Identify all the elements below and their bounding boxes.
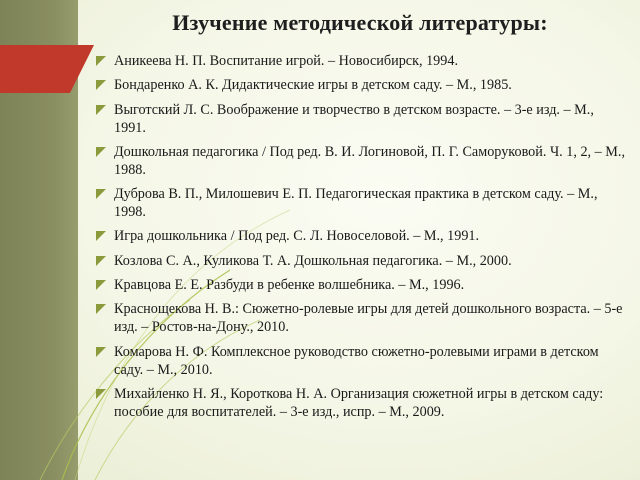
reference-text: Аникеева Н. П. Воспитание игрой. – Новосибирск, 1994.: [114, 53, 459, 69]
list-item: [96, 252, 626, 270]
reference-text: Козлова С. А., Куликова Т. А. Дошкольная педагогика. – М., 2000.: [114, 252, 512, 269]
reference-text: Выготский Л. С. Воображение и творчество в детском возрасте. – 3-е изд. – М., 1991.: [114, 101, 594, 136]
list-item: [96, 76, 626, 94]
reference-text: Бондаренко А. К. Дидактические игры в детском саду. – М., 1985.: [114, 77, 512, 94]
reference-text: Краснощекова Н. В.: Сюжетно-ролевые игры для детей дошкольного возраста. – 5-е изд. – Ростов-на-Дону., 2010.: [114, 301, 623, 336]
reference-text: Дуброва В. П., Милошевич Е. П. Педагогическая практика в детском саду. – М., 1998.: [114, 186, 598, 221]
red-accent-shape: [0, 45, 94, 93]
list-item: [96, 143, 626, 179]
list-item: [96, 385, 626, 421]
reference-text: Дошкольная педагогика / Под ред. В. И. Логиновой, П. Г. Саморуковой. Ч. 1, 2, – М., 1988.: [114, 143, 625, 178]
triangle-arrow-icon: [96, 256, 106, 266]
list-item: [96, 52, 626, 70]
reference-text: Кравцова Е. Е. Разбуди в ребенке волшебника. – М., 1996.: [114, 277, 465, 294]
list-item: [96, 343, 626, 379]
triangle-arrow-icon: [96, 105, 106, 115]
reference-text: Комарова Н. Ф. Комплексное руководство сюжетно-ролевыми играми в детском саду. – М., 2010.: [114, 343, 599, 378]
list-item: [96, 101, 626, 137]
list-item: [96, 227, 626, 245]
triangle-arrow-icon: [96, 189, 106, 199]
list-item: [96, 300, 626, 336]
triangle-arrow-icon: [96, 147, 106, 157]
triangle-arrow-icon: [96, 280, 106, 290]
reference-list: [96, 52, 626, 427]
triangle-arrow-icon: [96, 231, 106, 241]
page-title: Изучение методической литературы:: [172, 10, 548, 35]
triangle-arrow-icon: [96, 80, 106, 90]
triangle-arrow-icon: [96, 389, 106, 399]
reference-text: Игра дошкольника / Под ред. С. Л. Новоселовой. – М., 1991.: [114, 228, 480, 245]
list-item: [96, 276, 626, 294]
triangle-arrow-icon: [96, 56, 106, 66]
triangle-arrow-icon: [96, 304, 106, 314]
reference-text: Михайленко Н. Я., Короткова Н. А. Организация сюжетной игры в детском саду: пособие для воспитателей. – 3-е изд., испр. – М., 2009.: [114, 385, 604, 420]
list-item: [96, 185, 626, 221]
triangle-arrow-icon: [96, 347, 106, 357]
